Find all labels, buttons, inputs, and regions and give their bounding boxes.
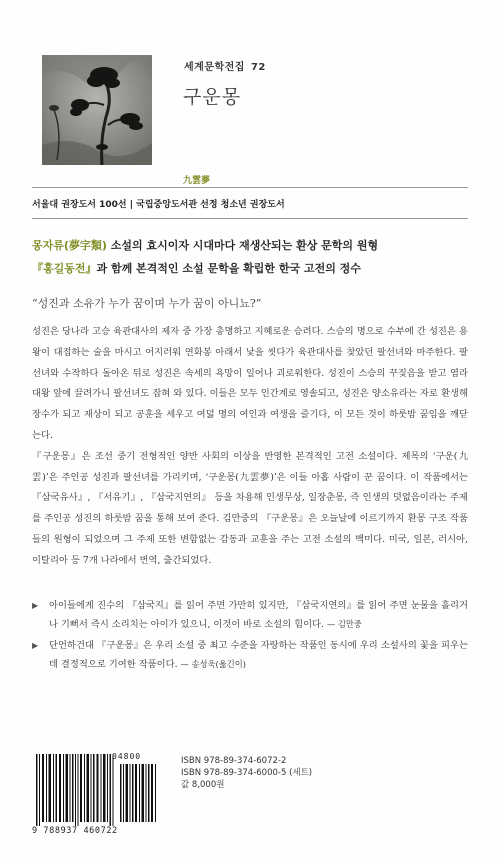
highlight-line-1	[32, 237, 378, 253]
barcode-isbn-digits: 9 788937 460722	[32, 826, 118, 836]
series-label	[184, 58, 266, 73]
book-title: 구운몽	[183, 86, 242, 108]
review-list	[32, 596, 468, 676]
triangle-bullet-icon: ▶	[32, 601, 39, 610]
highlight-line-2	[32, 260, 361, 276]
isbn-line-1: ISBN 978-89-374-6072-2	[181, 756, 287, 766]
barcode	[32, 752, 172, 838]
synopsis-paragraph-2: 『구운몽』은 조선 중기 전형적인 양반 사회의 이상을 반영한 본격적인 고전 소설이다. 제목의 ‘구운(九雲)’은 주인공 성진과 팔선녀를 가리키며, ‘구운몽(九雲夢)’은 이들 아홉 사람이 꾼 꿈이다. 이 작품에서는 『삼국유사』, 『서유기』, 『삼국지연의』 등을 차용해 인생무상, 일장춘몽, 즉 인생의 덧없음이라는 주제를 주인공 성진의 하룻밤 꿈을 통해 보여 준다. 김만중의 『구운몽』은 오늘날에 이르기까지 환몽 구조 작품들의 원형이 되었으며 그 주제 또한 변함없는 감동과 교훈을 주는 고전 소설의 백미다. 미국, 일본, 러시아, 이탈리아 등 7개 나라에서 번역, 출간되었다.	[32, 450, 468, 566]
recommendation-line: 서울대 권장도서 100선 | 국립중앙도서관 선정 청소년 권장도서	[32, 200, 285, 210]
barcode-addon-digits: 04800	[112, 752, 142, 761]
review-text: 단언하건대 『구운몽』은 우리 소설 중 최고 수준을 자랑하는 작품인 동시에 우리 소설사의 꽃을 피우는 데 결정적으로 기여한 작품이다.	[49, 640, 468, 670]
series-name: 세계문학전집	[184, 62, 245, 73]
quote: “성진과 소유가 누가 꿈이며 누가 꿈이 아니뇨?”	[32, 297, 262, 310]
cover-illustration	[42, 55, 152, 165]
highlight-1-text: 소설의 효시이자 시대마다 재생산되는 환상 문학의 원형	[106, 239, 379, 252]
divider-top	[32, 187, 468, 188]
triangle-bullet-icon: ▶	[32, 641, 39, 650]
review-item	[32, 596, 468, 634]
isbn-info	[181, 755, 312, 791]
highlight-2-keyword: 『홍길동전』	[32, 262, 97, 275]
review-author: — 송성욱(옮긴이)	[180, 659, 247, 669]
review-item	[32, 636, 468, 674]
isbn-line-2: ISBN 978-89-374-6000-5 (세트)	[181, 768, 313, 778]
highlight-1-keyword: 몽자류(夢字類)	[32, 239, 107, 252]
synopsis	[32, 322, 468, 572]
series-number: 72	[250, 62, 266, 73]
synopsis-paragraph-1: 성진은 당나라 고승 육관대사의 제자 중 가장 총명하고 지혜로운 승려다. 스승의 명으로 수부에 간 성진은 용왕이 대접하는 술을 마시고 어지러워 연화봉 아래서 낯을 씻다가 육관대사를 찾았던 팔선녀와 마주한다. 팔선녀와 수작하다 돌아온 뒤로 성진은 속세의 욕망이 일어나 괴로워한다. 성진이 스승의 꾸짖음을 받고 염라대왕 앞에 끌려가니 팔선녀도 잡혀 와 있다. 이들은 모두 인간계로 영솔되고, 성진은 양소유라는 자로 환생해 장수가 되고 재상이 되고 공훈을 세우고 여덟 명의 여인과 여생을 즐기다, 이 모든 것이 하룻밤 꿈임을 깨닫는다.	[32, 326, 468, 441]
review-text: 아이들에게 진수의 『삼국지』를 읽어 주면 가만히 있지만, 『삼국지연의』를 읽어 주면 눈물을 흘리거나 기뻐서 즉시 소리치는 아이가 있으니, 이것이 바로 소설의 힘이다.	[49, 600, 468, 630]
price: 값 8,000원	[181, 780, 225, 790]
highlight-2-text: 과 함께 본격적인 소설 문학을 확립한 한국 고전의 정수	[96, 262, 361, 275]
divider-bottom	[32, 218, 468, 219]
review-author: — 김만중	[326, 619, 362, 629]
book-title-hanja: 九雲夢	[183, 176, 211, 186]
